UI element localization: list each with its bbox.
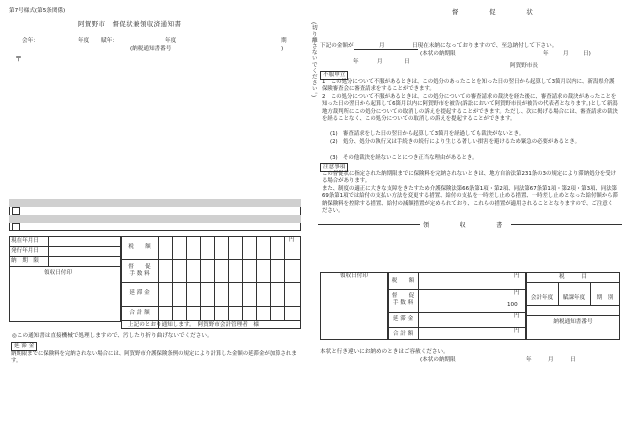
sub-head-fuka: 賦課年度 (562, 295, 586, 301)
right-yen-1: 円 (514, 273, 520, 279)
left-yen-unit: 円 (289, 237, 295, 243)
notice-line1-a: 下記の金額が (320, 43, 354, 49)
entaikin-heading: 延 滞 金 (11, 342, 37, 351)
left-notice-text: 上記のとおり通知します。 阿賀野市会計管理者 様 (128, 322, 260, 328)
left-row-label-total: 合 計 額 (129, 310, 150, 316)
footer-note: 本状と行き違いにお納めのときはご容赦ください。 (320, 349, 449, 355)
chui-para-2: また、制度の適正に大きな支障をきたすため介護保険法第66条第1項・第2項、同法第67条第1項・第2項・第3項、同法第69条第1項では給付の支払い方法を変更する措置、給付の支払を一時差し止める措置、一時差し止めとなった給付額から滞納保険料を控除する措置、給付の減額措置が定められており、これらの措置が適用されることとなりますので、ご注意ください。 (322, 186, 618, 214)
issue-year: 年 (353, 59, 359, 65)
notice-line1-mon: 月 (379, 43, 385, 49)
left-row-label-fee: 督 促 手 数 料 (128, 264, 151, 277)
notice-line2-y: 年 (543, 51, 549, 57)
date-label-current: 現在年月日 (11, 238, 39, 244)
fufuku-para-2: 2 この処分について不服があるときは、この処分についての審査請求の裁決を経た後に、審査請求の裁決があったことを知った日の翌日から起算して6箇月以内に阿賀野市を被告(訴訟において阿賀野市長が被告の代表者となります。)として新潟地方裁判所にこの処分についての取消しの訴えを提起することができます。ただし、次に掲げる場合には、審査請求の裁決を経ることなく、この処分についての取消しの訴えを提起することができます。 (322, 94, 618, 122)
notice-line1-b: 日現在未納になっておりますので、至急納付して下さい。 (412, 43, 558, 49)
issue-month: 月 (377, 59, 383, 65)
entaikin-text: 納期限までに保険料を完納されない場合には、阿賀野市介護保険条例の規定により計算した金額の延滞金が加算されます。 (11, 351, 297, 365)
footer-year: 年 (526, 357, 532, 363)
zei-heading: 税 目 (559, 274, 587, 280)
right-yen-3: 円 (514, 313, 520, 319)
left-row-label-tax: 税 額 (128, 244, 151, 250)
cut-vertical-note: (切り離さないでください。) (310, 22, 317, 98)
notice-line2-d: 日) (583, 51, 591, 57)
mayor-name: 阿賀野市長 (510, 63, 538, 69)
ryoshusho-title: 領 収 書 (420, 222, 511, 230)
right-nozei-no-label: 納税通知書番号 (553, 319, 593, 325)
right-row-label-latefee: 延 滞 金 (392, 316, 414, 322)
kaikei-nendo-label: 会年： (22, 38, 39, 44)
fufuku-para-5: (3) その他裁決を経ないことにつき正当な理由があるとき。 (330, 155, 478, 161)
nozei-no-label: (納税通知書番号 (130, 46, 172, 52)
tokusoku-title: 督 促 状 (452, 8, 539, 16)
notice-line2: (本状の納期限 (420, 51, 456, 57)
postal-mark: 〒 (15, 55, 22, 63)
nozei-no-close: ) (281, 46, 284, 52)
receipt-stamp-box (320, 272, 388, 340)
right-yen-4: 円 (514, 328, 520, 334)
right-row-label-fee: 督 促 手 数 料 (391, 293, 415, 306)
fufuku-para-4: (2) 処分、処分の執行又は手続きの続行により生じる著しい損害を避けるため緊急の必要があるとき。 (330, 139, 580, 145)
nendo2-label: 年度 (165, 38, 177, 44)
left-title: 阿賀野市 督促状兼領収済通知書 (78, 20, 182, 28)
receipt-date-stamp-label: 領収日付印 (44, 270, 72, 276)
right-receipt-date-label: 領収日付印 (340, 273, 368, 279)
issue-day: 日 (404, 59, 410, 65)
date-label-issue: 発行年月日 (11, 248, 39, 254)
ki-label: 期 (281, 38, 287, 44)
right-row-label-tax: 税 額 (391, 278, 415, 284)
left-row-label-latefee: 延 滞 金 (129, 290, 150, 296)
barcode-mark-2 (12, 223, 20, 231)
sub-head-kibetsu: 期 別 (596, 295, 614, 301)
nendo-label: 年度 (78, 38, 90, 44)
fufuku-para-3: (1) 審査請求をした日の翌日から起算して3箇月を経過しても裁決がないとき。 (330, 131, 525, 137)
chui-para-1: この督促状に指定された納期限までに保険料を完納されないときは、地方自治法第231条の3の規定により滞納処分を受ける場合があります。 (322, 171, 617, 185)
footer-month: 月 (548, 357, 554, 363)
footer-due: (本状の納期限 (420, 357, 456, 363)
form-id: 第7号様式(第5条関係) (9, 8, 66, 14)
fold-note: ◎この通知書は直接機械で処理しますので、汚したり折り曲げないでください。 (12, 333, 213, 339)
fufuku-para-1: 1 この処分について不服があるときは、この処分のあったことを知った日の翌日から起算して3箇月以内に、新潟県介護保険審査会に審査請求をすることができます。 (322, 79, 615, 93)
sub-head-kaikei: 会計年度 (530, 295, 554, 301)
right-yen-2: 円 (514, 290, 520, 296)
right-fee-value: 100 (507, 302, 518, 308)
footer-day: 日 (570, 357, 576, 363)
barcode-gray-2 (9, 215, 301, 223)
date-label-due: 納 期 限 (11, 258, 39, 264)
notice-line2-m: 月 (563, 51, 569, 57)
right-row-label-total: 合 計 額 (392, 331, 414, 337)
barcode-gray-1 (9, 199, 301, 207)
fufuku-heading: 不服申立 (320, 71, 348, 80)
fuka-nendo-label: 賦年： (101, 38, 118, 44)
barcode-mark-1 (12, 207, 20, 215)
chui-heading: 注意事項 (320, 163, 348, 172)
